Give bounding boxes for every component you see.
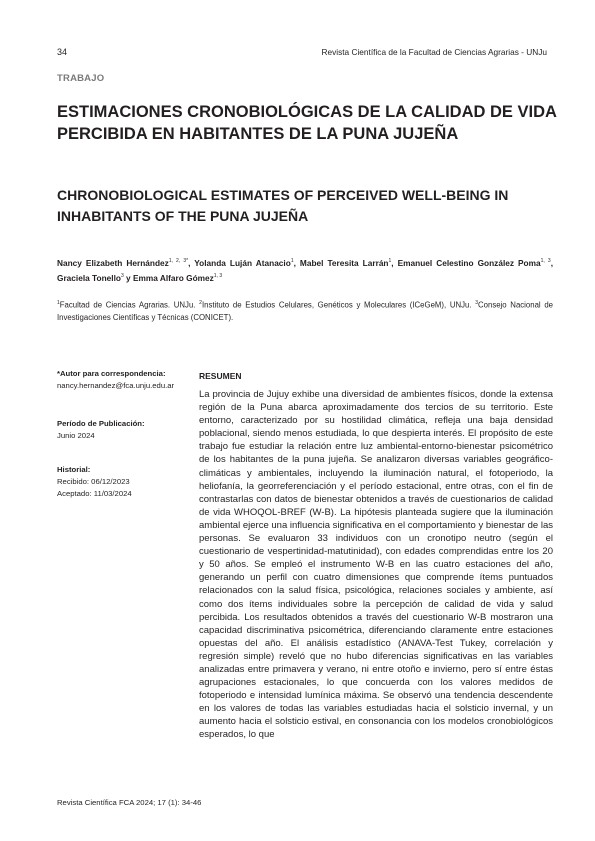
author-affiliation-marker: 1 — [388, 258, 392, 264]
author-name: Nancy Elizabeth Hernández — [57, 257, 169, 268]
affiliation-text: Facultad de Ciencias Agrarias. UNJu. — [59, 300, 196, 310]
author-affiliation-marker: 1, 3 — [540, 258, 551, 264]
article-title-spanish: ESTIMACIONES CRONOBIOLÓGICAS DE LA CALIDAD DE VIDA PERCIBIDA EN HABITANTES DE LA PUNA JUJEÑA — [57, 103, 557, 143]
author-name: Mabel Teresita Larrán — [299, 257, 389, 268]
author-affiliation-marker: 1 — [290, 258, 294, 264]
received-date: Recibido: 06/12/2023 — [57, 477, 130, 486]
author-affiliation-marker: 3 — [120, 272, 124, 279]
correspondence-label: *Autor para correspondencia: — [57, 369, 166, 378]
author-name: Graciela Tonello — [57, 272, 121, 283]
affiliation-text: Instituto de Estudios Celulares, Genéticos y Moleculares (ICeGeM), UNJu. — [201, 300, 472, 310]
affiliation-marker: 2 — [199, 300, 202, 306]
author-name: Emanuel Celestino González Poma — [397, 257, 541, 268]
affiliations — [57, 297, 553, 324]
page-number: 34 — [57, 47, 68, 57]
publication-value: Junio 2024 — [57, 431, 95, 440]
author-name: Emma Alfaro Gómez — [132, 272, 214, 283]
author-affiliation-marker: 1, 2, 3* — [168, 258, 189, 264]
affiliation-text: Consejo Nacional de Investigaciones Científicas y Técnicas (CONICET). — [57, 300, 554, 322]
affiliation-marker: 3 — [475, 300, 479, 306]
affiliation-marker: 1 — [57, 300, 60, 306]
accepted-date: Aceptado: 11/03/2024 — [57, 489, 132, 498]
history-block — [57, 464, 192, 500]
author-affiliation-marker: 1, 3 — [213, 272, 223, 279]
journal-header: Revista Científica de la Facultad de Ciencias Agrarias - UNJu — [321, 47, 547, 57]
correspondence-email[interactable]: nancy.hernandez@fca.unju.edu.ar — [57, 381, 175, 390]
abstract-text: La provincia de Jujuy exhibe una diversidad de ambientes físicos, donde la extensa región de la Puna abarca aproximadamente dos tercios de su territorio. Este entorno, caracterizado por su hostilidad climática, refleja una baja densidad poblacional, siendo menos estudiada, lo que despierta interés. El propósito de este trabajo fue estudiar la relación entre luz ambiental-entorno-bienestar psicométrico de los habitantes de la puna jujeña. Se analizaron diversas variables geográfico-climáticas y ambientales, incluyendo la iluminación natural, el fotoperiodo, la heliofanía, la georreferenciación y el período estacional, entre otras, con el fin de contrastarlas con datos de bienestar obtenidos a través de cuestionarios de calidad de vida WHOQOL-BREF (W-B). La hipótesis planteada sugiere que la iluminación ambiental ejerce una influencia significativa en el comportamiento y bienestar de las personas. Se evaluaron 33 individuos con un cronotipo neutro (según el cuestionario de vespertinidad-matutinidad), con edades comprendidas entre los 20 y 50 años. Se empleó el instrumento W-B en las cuatro estaciones del año, generando un perfil con cuatro dimensiones que comprende ítems puntuados relacionados con la salud física, psicológica, relaciones sociales y ambiente, así como dos ítems individuales sobre la percepción de calidad de vida y salud percibida. Los resultados obtenidos a través del cuestionario W-B mostraron una capacidad discriminativa psicométrica, diferenciando claramente entre estaciones opuestas del año. El análisis estadístico (ANAVA-Test Tukey, correlación y regresión simple) reveló que no hubo diferencias significativas en las variables analizadas entre primavera y verano, ni entre otoño e invierno, pero sí entre éstas agrupaciones estacionales, lo que concuerda con los valores medidos de fotoperiodo e intensidad lumínica máxima. Se observó una tendencia descendente en los valores de todas las variables estudiadas hacia el solsticio invernal, y un aumento hacia el solsticio estival, en consonancia con los modelos cronobiológicos esperados, lo que — [199, 389, 553, 741]
abstract-heading: RESUMEN — [199, 371, 242, 381]
publication-label: Período de Publicación: — [57, 419, 145, 428]
publication-block — [57, 418, 192, 442]
article-title-english: CHRONOBIOLOGICAL ESTIMATES OF PERCEIVED WELL-BEING IN INHABITANTS OF THE PUNA JUJEÑA — [57, 187, 509, 224]
correspondence-block — [57, 368, 192, 392]
author-list: Nancy Elizabeth Hernández$^{1, 2, 3*}$, Yolanda Luján Atanacio$^1$, Mabel Teresita Larrán$^1$, Emanuel Celestino González Poma$^{1, 3}$, Graciela Tonello$^3$ y Emma Alfaro Gómez$^{1, 3}$ — [57, 257, 553, 283]
author-name: Yolanda Luján Atanacio — [194, 257, 291, 268]
footer-citation: Revista Científica FCA 2024; 17 (1): 34-46 — [57, 798, 202, 807]
section-label: TRABAJO — [57, 73, 105, 84]
history-label: Historial: — [57, 465, 91, 474]
